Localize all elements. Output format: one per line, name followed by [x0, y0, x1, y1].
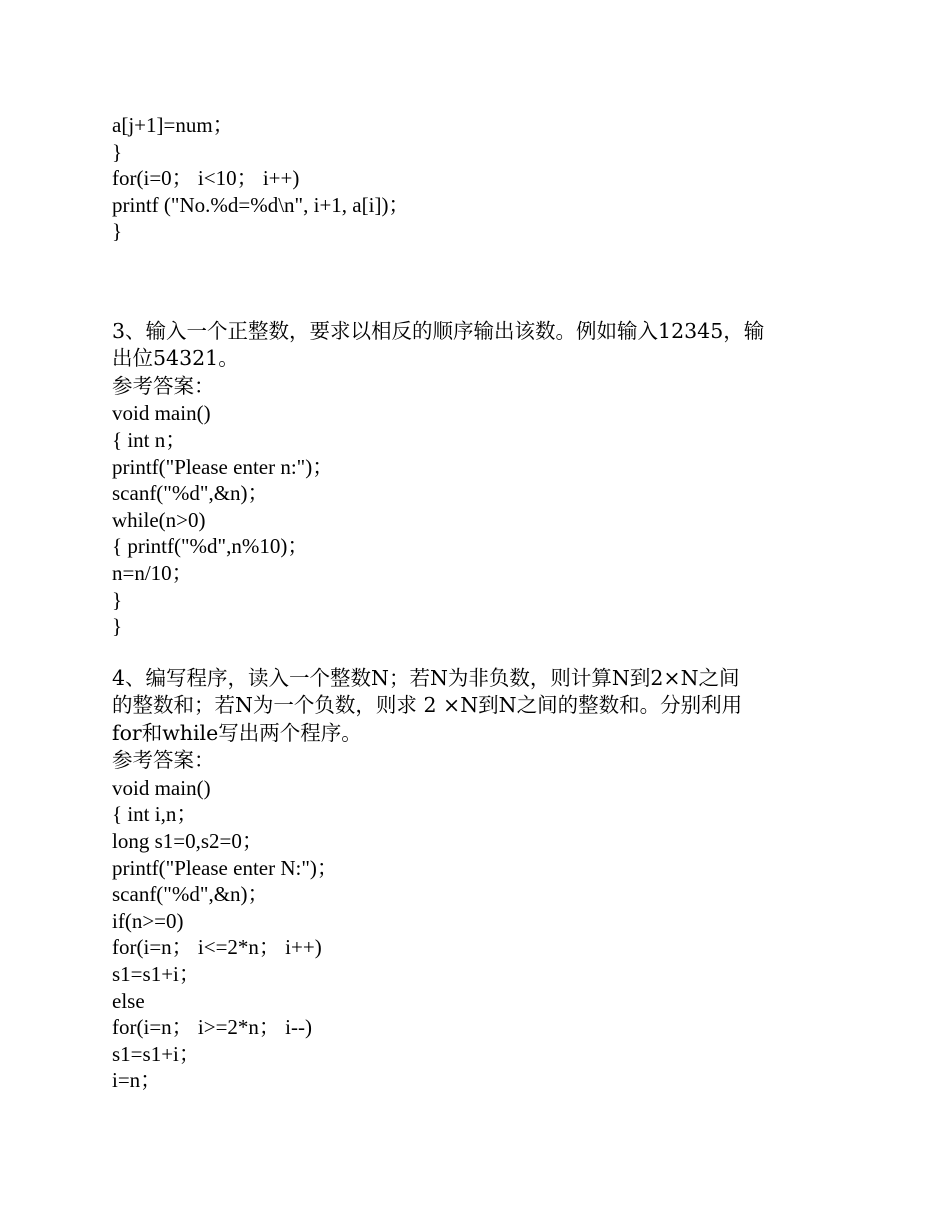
- code-line: a[j+1]=num；: [112, 113, 234, 137]
- question-3-text-line-1: 3、输入一个正整数，要求以相反的顺序输出该数。例如输入12345，输: [112, 318, 765, 343]
- code-line: s1=s1+i；: [112, 1041, 200, 1066]
- code-line: s1=s1+i；: [112, 961, 200, 986]
- code-line: }: [112, 614, 123, 639]
- page-content: [112, 112, 837, 1094]
- code-line: }: [112, 219, 123, 244]
- code-line: printf("Please enter N:")；: [112, 855, 338, 880]
- code-line: i=n；: [112, 1068, 162, 1093]
- code-line: if(n>=0): [112, 908, 184, 933]
- code-line: { int i,n；: [112, 802, 198, 827]
- previous-code-block: [112, 112, 837, 245]
- question-4-text-line-1: 4、编写程序，读入一个整数N；若N为非负数，则计算N到2×N之间: [112, 665, 740, 690]
- spacer: [112, 245, 837, 318]
- answer-label: 参考答案：: [112, 748, 215, 773]
- answer-4-code-block: [112, 775, 837, 1094]
- code-line: long s1=0,s2=0；: [112, 829, 263, 853]
- code-line: scanf("%d",&n)；: [112, 481, 269, 506]
- question-4: [112, 665, 837, 1094]
- code-line: while(n>0): [112, 507, 206, 532]
- code-line: n=n/10；: [112, 561, 193, 586]
- code-line: printf("Please enter n:")；: [112, 454, 334, 479]
- code-line: void main(): [112, 401, 211, 426]
- code-line: for(i=n； i<=2*n； i++): [112, 935, 322, 960]
- code-line: }: [112, 587, 123, 612]
- code-line: printf ("No.%d=%d\n", i+1, a[i])；: [112, 192, 410, 217]
- code-line: }: [112, 139, 123, 164]
- code-line: void main(): [112, 775, 211, 800]
- code-line: for(i=0； i<10； i++): [112, 166, 300, 191]
- spacer: [112, 640, 837, 665]
- answer-label: 参考答案：: [112, 373, 215, 398]
- code-line: { printf("%d",n%10)；: [112, 534, 309, 559]
- answer-3-code-block: [112, 400, 837, 639]
- question-3-text-line-2: 出位54321。: [112, 346, 239, 371]
- code-line: { int n；: [112, 428, 187, 453]
- question-4-text-line-3: for和while写出两个程序。: [112, 720, 362, 745]
- question-3: [112, 318, 837, 640]
- question-4-text-line-2: 的整数和；若N为一个负数，则求 2 ×N到N之间的整数和。分别利用: [112, 693, 743, 718]
- code-line: scanf("%d",&n)；: [112, 882, 269, 907]
- code-line: for(i=n； i>=2*n； i--): [112, 1015, 312, 1040]
- code-line: else: [112, 988, 145, 1013]
